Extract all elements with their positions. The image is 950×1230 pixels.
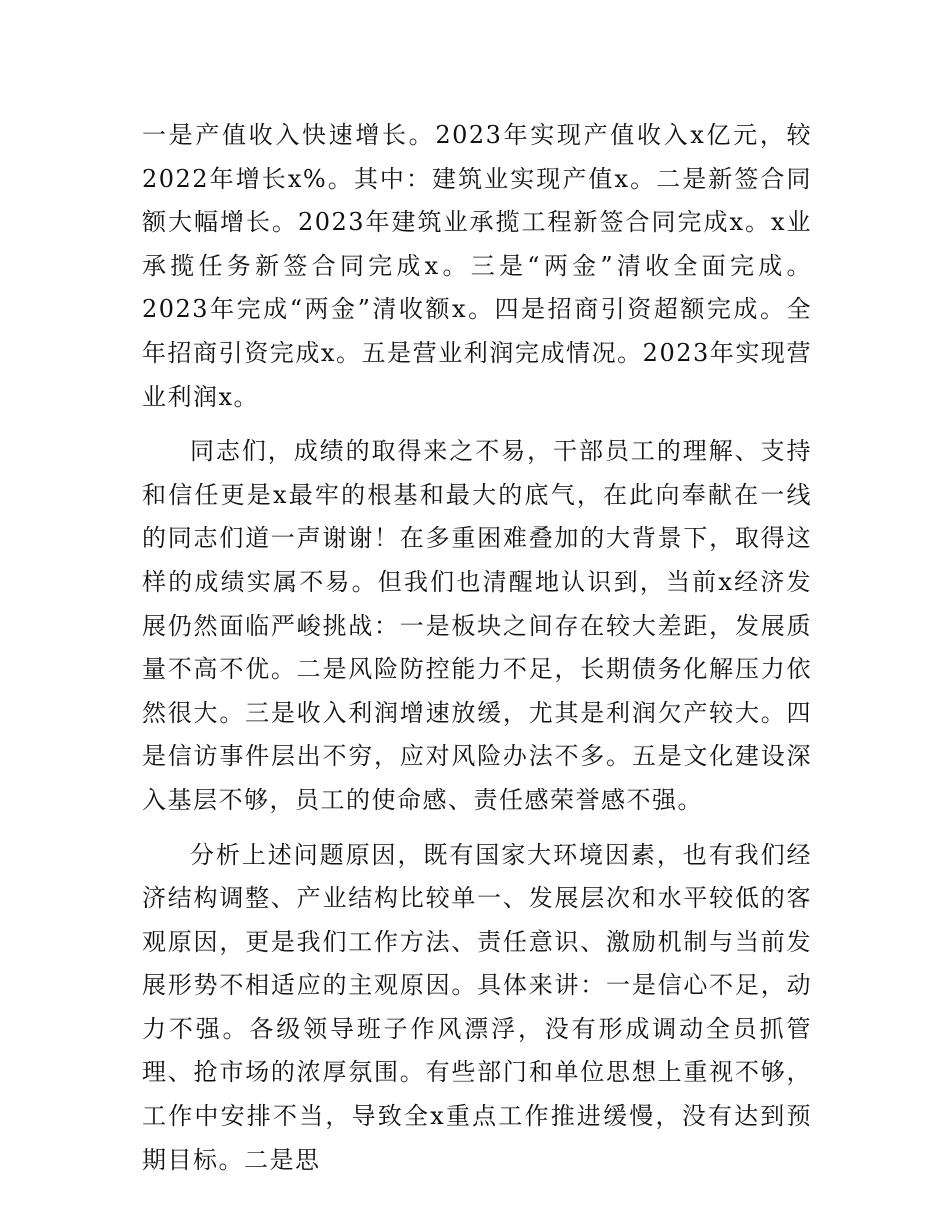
- paragraph-cause-analysis: 分析上述问题原因，既有国家大环境因素，也有我们经济结构调整、产业结构比较单一、发展层次和水平较低的客观原因，更是我们工作方法、责任意识、激励机制与当前发展形势不相适应的主观原因。具体来讲：一是信心不足，动力不强。各级领导班子作风漂浮，没有形成调动全员抓管理、抢市场的浓厚氛围。有些部门和单位思想上重视不够，工作中安排不当，导致全x重点工作推进缓慢，没有达到预期目标。二是思: [142, 840, 812, 1174]
- document-body: [142, 114, 812, 1182]
- paragraph-achievements: 一是产值收入快速增长。2023年实现产值收入x亿元，较2022年增长x%。其中：建筑业实现产值x。二是新签合同额大幅增长。2023年建筑业承揽工程新签合同完成x。x业承揽任务新签合同完成x。三是“两金”清收全面完成。2023年完成“两金”清收额x。四是招商引资超额完成。全年招商引资完成x。五是营业利润完成情况。2023年实现营业利润x。: [142, 121, 812, 411]
- paragraph-challenges: 同志们，成绩的取得来之不易，干部员工的理解、支持和信任更是x最牢的根基和最大的底气，在此向奉献在一线的同志们道一声谢谢！在多重困难叠加的大背景下，取得这样的成绩实属不易。但我们也清醒地认识到，当前x经济发展仍然面临严峻挑战：一是板块之间存在较大差距，发展质量不高不优。二是风险防控能力不足，长期债务化解压力依然很大。三是收入利润增速放缓，尤其是利润欠产较大。四是信访事件层出不穷，应对风险办法不多。五是文化建设深入基层不够，员工的使命感、责任感荣誉感不强。: [142, 437, 812, 814]
